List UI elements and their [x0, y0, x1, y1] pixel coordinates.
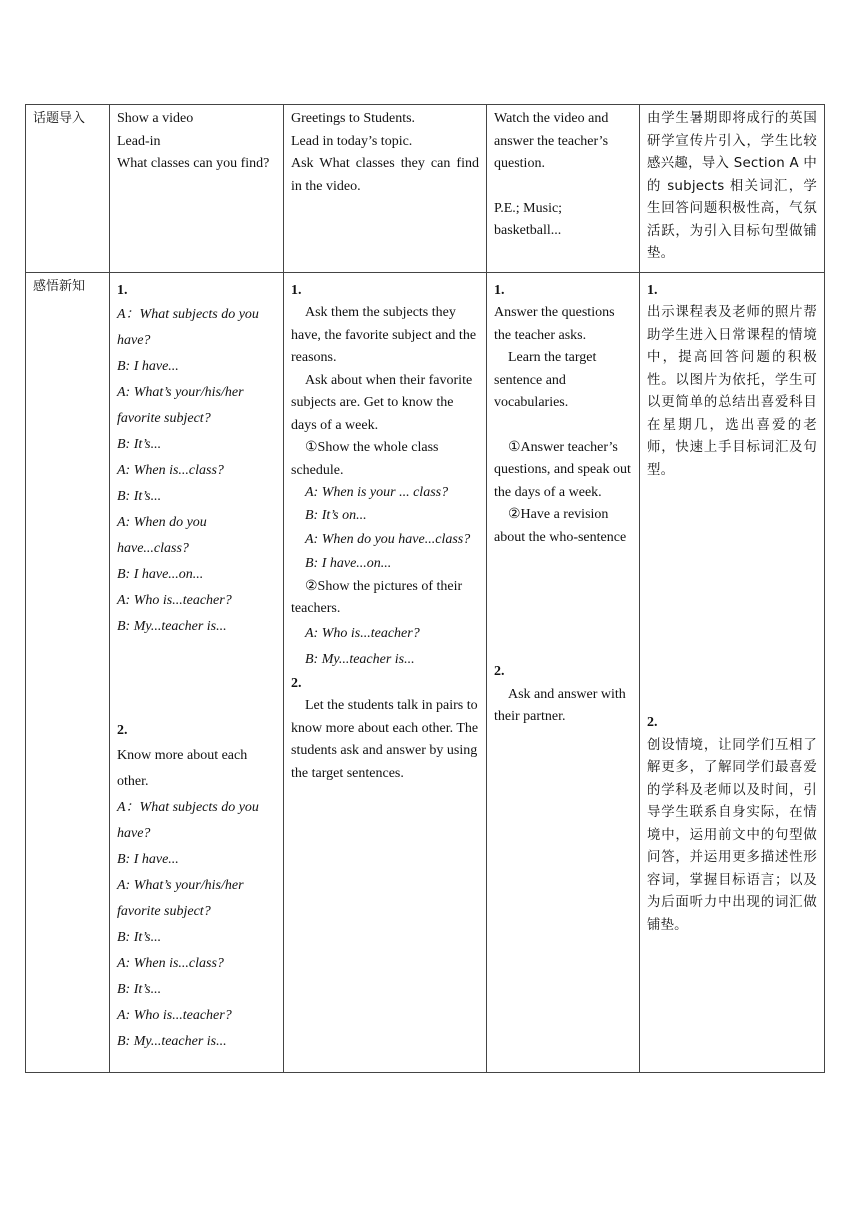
dialogue-line: A: Who is...teacher? — [117, 593, 232, 608]
stage-cell — [26, 272, 110, 1072]
dialogue-line: B: It’s on... — [305, 507, 367, 523]
activity-text: Let the students talk in pairs to know more about each other. The students ask and answer by using the target sentences. — [291, 698, 479, 781]
part-number: 1. — [494, 282, 505, 298]
intent-cell — [640, 105, 825, 273]
activity-text: Ask and answer with their partner. — [494, 686, 626, 724]
activity-text: ②Have a revision about the who-sentence — [494, 507, 627, 545]
stage-cell — [26, 105, 110, 273]
dialogue-line: B: My...teacher is... — [117, 619, 227, 634]
content-line: What classes can you find? — [117, 156, 270, 171]
activity-text: Answer the questions the teacher asks. — [494, 305, 615, 343]
dialogue-line: B: I have...on... — [117, 567, 204, 582]
dialogue-line: A: When is your ... class? — [305, 485, 449, 500]
intent-cell — [640, 272, 825, 1072]
dialogue-line: A: When do you have...class? — [305, 532, 471, 547]
dialogue-line: A：What subjects do you have? — [117, 307, 259, 348]
part-number: 1. — [117, 282, 128, 298]
activity-line: Ask What classes they can find in the video. — [291, 156, 479, 194]
dialogue-line: B: I have... — [117, 359, 179, 374]
dialogue-list — [117, 302, 276, 640]
activity-line: Greetings to Students. — [291, 111, 416, 126]
content-line: Lead-in — [117, 133, 161, 149]
part-number: 2. — [291, 675, 302, 691]
table-row — [26, 105, 825, 273]
dialogue-line: B: It’s... — [117, 929, 162, 945]
activity-text: ②Show the pictures of their teachers. — [291, 578, 463, 616]
dialogue-line: A：What subjects do you have? — [117, 799, 259, 841]
dialogue-line: A: Who is...teacher? — [305, 625, 420, 641]
activity-text: ①Answer teacher’s questions, and speak out the days of a week. — [494, 439, 631, 500]
intent-text: 由学生暑期即将成行的英国研学宣传片引入，学生比较感兴趣，导入 Section A 中的 subjects 相关词汇，学生回答问题积极性高，气氛活跃，为引入目标句型做铺垫。 — [647, 111, 817, 261]
dialogue-line: A: What’s your/his/her favorite subject? — [117, 877, 244, 919]
dialogue-list — [291, 482, 479, 576]
activity-text: Learn the target sentence and vocabularies. — [494, 350, 597, 410]
teacher-content-cell — [110, 105, 284, 273]
dialogue-line: B: It’s... — [117, 489, 162, 504]
activity-line: Lead in today’s topic. — [291, 133, 413, 149]
stage-label: 感悟新知 — [33, 278, 86, 294]
teacher-activity-cell — [284, 105, 487, 273]
teacher-activity-cell — [284, 272, 487, 1072]
lesson-plan-table — [25, 104, 825, 1073]
teacher-content-cell — [110, 272, 284, 1072]
dialogue-line: B: My...teacher is... — [305, 651, 415, 667]
dialogue-line: B: It’s... — [117, 437, 162, 452]
part-number: 2. — [117, 723, 128, 738]
table-row — [26, 272, 825, 1072]
activity-text: ①Show the whole class schedule. — [291, 440, 439, 478]
dialogue-line: A: What’s your/his/her favorite subject? — [117, 385, 244, 426]
dialogue-line: A: When is...class? — [117, 463, 224, 478]
part-number: 1. — [647, 282, 658, 298]
student-activity-cell — [487, 105, 640, 273]
dialogue-list — [291, 621, 479, 673]
student-activity-cell — [487, 272, 640, 1072]
activity-text: Ask them the subjects they have, the favorite subject and the reasons. — [291, 305, 477, 365]
part-intro: Know more about each other. — [117, 747, 248, 789]
dialogue-line: B: I have...on... — [305, 556, 392, 571]
dialogue-line: B: It’s... — [117, 981, 162, 997]
dialogue-line: A: When do you have...class? — [117, 515, 207, 556]
part-number: 2. — [494, 664, 505, 679]
dialogue-line: A: When is...class? — [117, 955, 224, 971]
dialogue-line: B: I have... — [117, 851, 179, 867]
dialogue-line: B: My...teacher is... — [117, 1033, 227, 1049]
part-number: 1. — [291, 282, 302, 298]
dialogue-line: A: Who is...teacher? — [117, 1007, 232, 1023]
activity-text: Ask about when their favorite subjects are. Get to know the days of a week. — [291, 372, 473, 433]
content-line: Show a video — [117, 111, 194, 126]
intent-text: 出示课程表及老师的照片帮助学生进入日常课程的情境中，提高回答问题的积极性。以图片为依托，学生可以更简单的总结出喜爱科目在星期几，选出喜爱的老师，快速上手目标词汇及句型。 — [647, 305, 817, 478]
activity-line: Watch the video and answer the teacher’s question. — [494, 111, 609, 171]
dialogue-list — [117, 795, 276, 1055]
part-number: 2. — [647, 715, 658, 730]
stage-label: 话题导入 — [33, 111, 86, 126]
intent-text: 创设情境，让同学们互相了解更多，了解同学们最喜爱的学科及老师以及时间，引导学生联系自身实际，在情境中，运用前文中的句型做问答，并运用更多描述性形容词，掌握目标语言；以及为后面听力中出现的词汇做铺垫。 — [647, 737, 817, 933]
activity-line: P.E.; Music; basketball... — [494, 200, 563, 238]
